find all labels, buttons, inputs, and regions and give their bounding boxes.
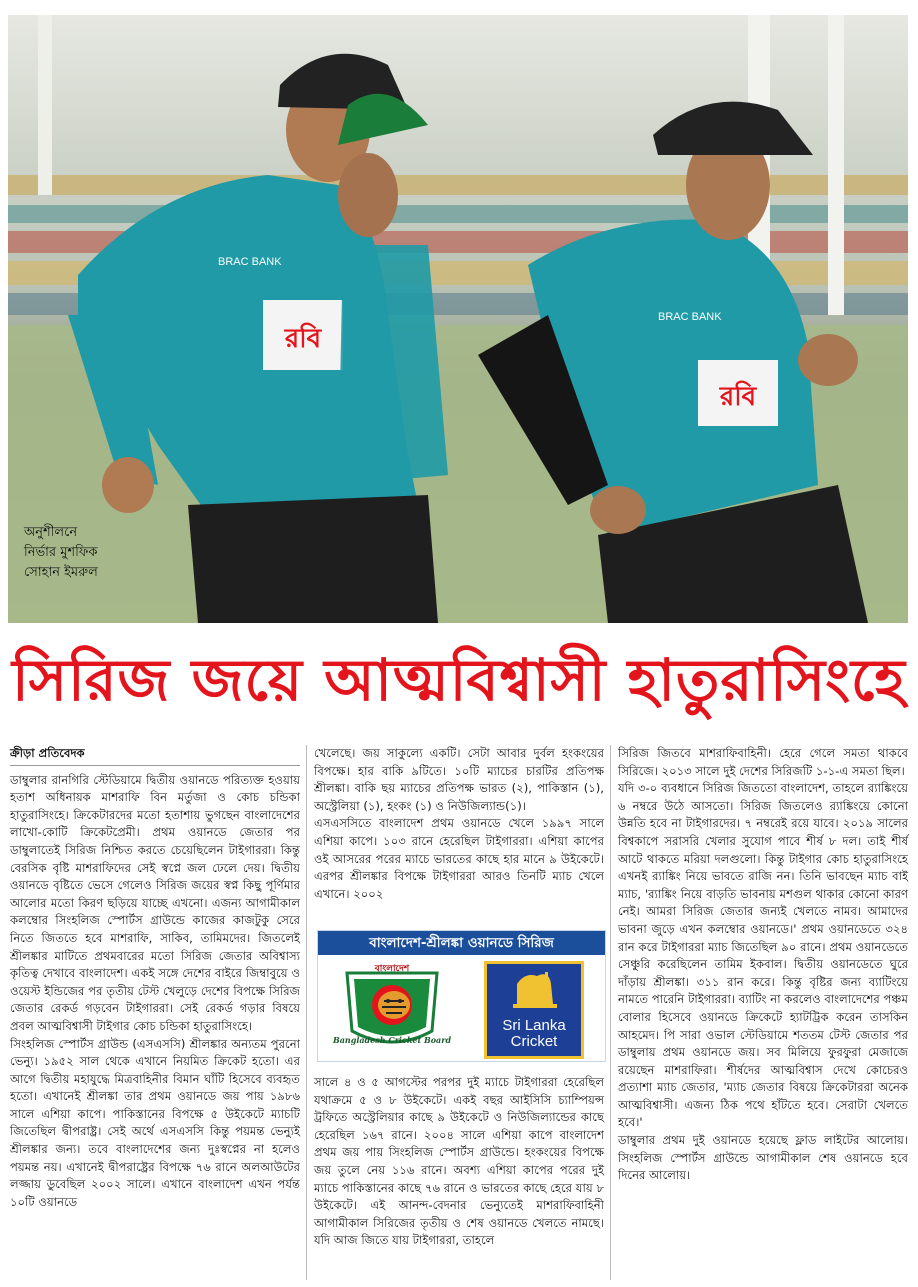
byline: ক্রীড়া প্রতিবেদক: [10, 745, 300, 766]
bcb-logo: [332, 961, 452, 1057]
series-infobox: [317, 930, 606, 1062]
caption-line: নির্ভার মুশফিক: [24, 545, 98, 560]
paragraph: সালে ৪ ও ৫ আগস্টের পরপর দুই ম্যাচে টাইগাররা হেরেছিল যথাক্রমে ৫ ও ৮ উইকেটে। একই বছর আইসিসি চ্যাম্পিয়ন্স ট্রফিতে অস্ট্রেলিয়ার কাছে ৯ উইকেটে ও নিউজিল্যান্ডের কাছে হেরেছিল ১৬৭ রানে। ২০০৪ সালে এশিয়া কাপে বাংলাদেশ প্রথম জয় পায় সিংহলিজ স্পোর্টস গ্রাউন্ডে। হংকংয়ের বিপক্ষে জয় তুলে নেয় ১১৬ রানে। অবশ্য এশিয়া কাপের পরের দুই ম্যাচে পাকিস্তানের কাছে ৭৬ রানে ও ভারতের কাছে হেরে যায় ৮ উইকেটে। এই আনন্দ-বেদনার ভেন্যুতেই মাশরাফিবাহিনী আগামীকাল সিরিজের তৃতীয় ও শেষ ওয়ানডে খেলতে নামছে। যদি আজ জিতে যায় টাইগাররা, তাহলে: [314, 1075, 604, 1248]
paragraph: সিরিজ জিতবে মাশরাফিবাহিনী। হেরে গেলে সমতা থাকবে সিরিজে। ২০১৩ সালে দুই দেশের সিরিজটি ১-১-এ সমতা ছিল।: [618, 746, 908, 778]
paragraph: সিংহলিজ স্পোর্টস গ্রাউন্ড (এসএসসি) শ্রীলঙ্কার অন্যতম পুরনো ভেন্যু। ১৯৫২ সাল থেকে এখানে নিয়মিত ক্রিকেট হতো। এর আগে দ্বিতীয় মহাযুদ্ধে মিত্রবাহিনীর বিমান ঘাঁটি হিসেবে ব্যবহৃত হতো। এখানেই শ্রীলঙ্কা তার প্রথম ওয়ানডে জয় পায় ১৯৮৬ সালে এশিয়া কাপে। পাকিস্তানের বিপক্ষে ৫ উইকেটে ম্যাচটি জিতেছিল দ্বীপরাষ্ট্র। সেই অর্থে এসএসসি কিন্তু পয়মন্ত ভেন্যুই শ্রীলঙ্কার জন্য। তবে বাংলাদেশের জন্য দুঃস্বপ্নের না হলেও পয়মন্ত নয়। এখানেই দ্বীপরাষ্ট্রের বিপক্ষে ৭৬ রানে অলআউটের লজ্জায় ডুবেছিল ২০০২ সালে। এখানে বাংলাদেশ এখন পর্যন্ত ১০টি ওয়ানডে: [10, 1036, 300, 1209]
article-column-2: [314, 745, 604, 903]
photo-caption: [24, 523, 98, 583]
sponsor-bank-left: BRAC BANK: [218, 256, 282, 268]
caption-line: সোহান ইমরুল: [24, 565, 98, 580]
headline: সিরিজ জয়ে আত্মবিশ্বাসী হাতুরাসিংহে: [12, 646, 906, 714]
sl-logo-line2: Cricket: [510, 1033, 558, 1050]
paragraph: খেলেছে। জয় সাকুল্যে একটি। সেটা আবার দুর্বল হংকংয়ের বিপক্ষে। হার বাকি ৯টিতে। ১০টি ম্যাচের চারটির প্রতিপক্ষ শ্রীলঙ্কা। বাকি ছয় ম্যাচের প্রতিপক্ষ ভারত (২), পাকিস্তান (১), অস্ট্রেলিয়া (১), হংকং (১) ও নিউজিল্যান্ড(১)।: [314, 746, 604, 813]
sri-lanka-cricket-logo: [484, 961, 584, 1059]
news-photo: [8, 15, 908, 623]
column-divider: [610, 745, 611, 1280]
sponsor-bank-right: BRAC BANK: [658, 311, 722, 323]
paragraph: ডাম্বুলার প্রথম দুই ওয়ানডে হয়েছে ফ্লাড লাইটের আলোয়। সিংহলিজ স্পোর্টস গ্রাউন্ডে আগামীকাল শেষ ওয়ানডে হবে দিনের আলোয়।: [618, 1133, 908, 1183]
bcb-bengali-text: বাংলাদেশ: [374, 964, 410, 974]
sl-logo-line1: Sri Lanka: [502, 1017, 566, 1034]
caption-line: অনুশীলনে: [24, 525, 78, 540]
bcb-english-text: Bangladesh Cricket Board: [332, 1035, 452, 1045]
article-column-3: [618, 745, 908, 1185]
sponsor-logo-right: রবি: [719, 382, 757, 412]
sponsor-logo-left: রবি: [284, 324, 322, 354]
paragraph: এসএসসিতে বাংলাদেশ প্রথম ওয়ানডে খেলে ১৯৯৭ সালে এশিয়া কাপে। ১০৩ রানে হেরেছিল টাইগাররা। এশিয়া কাপের ওই আসরের পরের ম্যাচে ভারতের কাছে হার মানে ৯ উইকেটে। এরপর শ্রীলঙ্কার বিপক্ষে টাইগাররা আরও তিনটি ম্যাচ খেলে এখানে। ২০০২: [314, 816, 604, 901]
paragraph: যদি ৩-০ ব্যবধানে সিরিজ জিততো বাংলাদেশ, তাহলে র‌্যাঙ্কিংয়ে ৬ নম্বরে উঠে আসতো। সিরিজ জিতলেও র‌্যাঙ্কিংয়ে কোনো উন্নতি হবে না টাইগারদের। ৭ নম্বরেই রয়ে যাবে। ২০১৯ সালের বিশ্বকাপে সরাসরি খেলার সুযোগ পাবে শীর্ষ ৮ দল। তাই শীর্ষ আটে থাকতে মরিয়া দলগুলো। কিন্তু টাইগার কোচ হাতুরাসিংহে এখনই র‌্যাঙ্কিং নিয়ে ভাবতে রাজি নন। তিনি ভাবছেন ম্যাচ বাই ম্যাচ, 'র‌্যাঙ্কিং নিয়ে বাড়তি ভাবনায় মশগুল থাকার কোনো কারণ নেই। আমরা সিরিজ জেতার জন্যই খেলতে নামব। আমাদের ভাবনা জুড়ে এখন কলম্বোর ওয়ানডে।' প্রথম ওয়ানডেতে ৩২৪ রান করে টাইগাররা ম্যাচ জিতেছিল ৯০ রানে। প্রথম ওয়ানডেতে সেঞ্চুরি করেছিলেন তামিম ইকবাল। দ্বিতীয় ওয়ানডেতে ঘুরে দাঁড়ায় শ্রীলঙ্কা। ৩১১ রান করে। কিন্তু বৃষ্টির জন্য ব্যাটিংয়ে নামতে পারেনি টাইগাররা। ব্যাটিং না করলেও বাংলাদেশের পঞ্চম বোলার হিসেবে ওয়ানডে ক্রিকেটে হ্যাটট্রিক করেন তাসকিন আহমেদ। পি সারা ওভাল স্টেডিয়ামে শততম টেস্ট জেতার পর ডাম্বুলায় প্রথম ওয়ানডে জয়। সব মিলিয়ে ফুরফুরা মেজাজে রয়েছেন মাশরাফিরা। শীর্ষদের আত্মবিশ্বাস দেখে কোচেরও প্রত্যাশা ম্যাচ জেতার, 'ম্যাচ জেতার বিষয়ে ক্রিকেটাররা অনেক আত্মবিশ্বাসী। এজন্য ঠিক পথে হাঁটতে হবে। সেরাটা খেলতে হবে।': [618, 781, 908, 1130]
paragraph: ডাম্বুলার রানগিরি স্টেডিয়ামে দ্বিতীয় ওয়ানডে পরিত্যক্ত হওয়ায় হতাশ অধিনায়ক মাশরাফি বিন মর্তুজা ও কোচ চন্ডিকা হাতুরাসিংহে। ক্রিকেটারদের মতো হতাশায় ভুগছেন বাংলাদেশের লাখো-কোটি ক্রিকেটপ্রেমী। প্রথম ওয়ানডে জেতার পর ডাম্বুলাতেই সিরিজ নিশ্চিত করতে চেয়েছিলেন টাইগাররা। কিন্তু বেরসিক বৃষ্টি মাশরাফিদের সেই স্বপ্নে জল ঢেলে দেয়। দ্বিতীয় ওয়ানডে বৃষ্টিতে ভেসে গেলেও সিরিজ জয়ের স্বপ্ন কিছু পূর্ণিমার আলোর মতো কিরণ ছড়িয়ে যাচ্ছে এখনো। এজন্য আগামীকাল কলম্বোর সিংহলিজ স্পোর্টস গ্রাউন্ডে কাজের কাজটুকু সেরে নিতে জিততে হবে মাশরাফি, সাকিব, তামিমদের। জিতলেই শ্রীলঙ্কার মাটিতে প্রথমবারের মতো সিরিজ জেতার অবিশ্বাস্য কৃতিত্ব দেখাবে বাংলাদেশ। একই সঙ্গে দেশের বাইরে জিম্বাবুয়ে ও ওয়েস্ট ইন্ডিজের পর তৃতীয় টেস্ট খেলুড়ে দেশের বিপক্ষে সিরিজ জেতার রেকর্ড গড়বেন টাইগাররা। সেই রেকর্ড গড়ার বিষয়ে প্রবল আত্মবিশ্বাসী টাইগার কোচ চন্ডিকা হাতুরাসিংহে।: [10, 772, 300, 1033]
article-column-1: [10, 745, 300, 1211]
column-divider: [306, 745, 307, 1280]
infobox-title: বাংলাদেশ-শ্রীলঙ্কা ওয়ানডে সিরিজ: [318, 931, 605, 955]
article-column-2-bottom: [314, 1074, 604, 1250]
